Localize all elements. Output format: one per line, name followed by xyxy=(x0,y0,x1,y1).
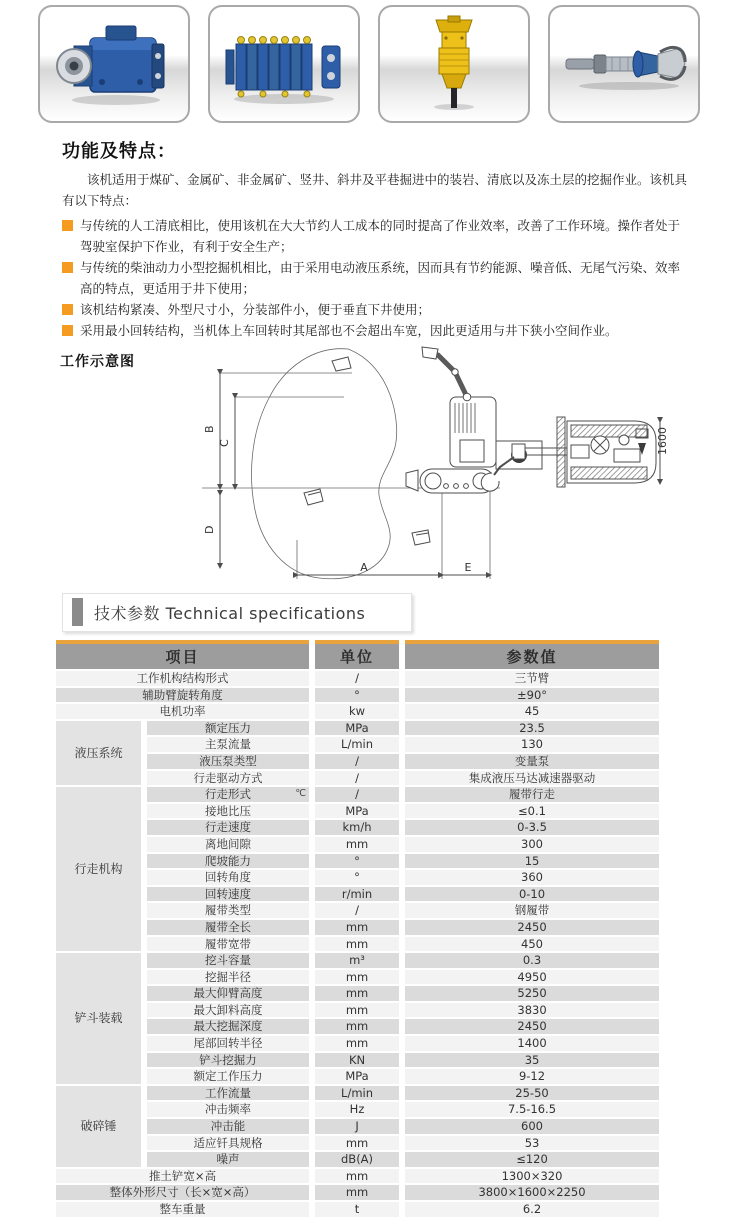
spec-value-cell: 变量泵 xyxy=(405,754,659,769)
spec-value-cell: 15 xyxy=(405,854,659,869)
spec-unit-cell: L/min xyxy=(315,737,399,752)
spec-unit-cell: mm xyxy=(315,1136,399,1151)
spec-value-cell: 三节臂 xyxy=(405,671,659,686)
spec-item-text: 履带宽带 xyxy=(205,936,251,951)
spec-header-row xyxy=(56,640,659,669)
hydraulic-pump-icon xyxy=(44,14,184,114)
spec-row xyxy=(56,937,659,952)
spec-row xyxy=(56,970,659,985)
spec-unit-cell: L/min xyxy=(315,1086,399,1101)
features-section xyxy=(0,137,738,341)
spec-row xyxy=(56,787,659,802)
spec-item-cell xyxy=(147,920,309,935)
spec-item-cell xyxy=(147,1086,309,1101)
product-image-multiway-valve xyxy=(208,5,360,123)
spec-unit-cell: / xyxy=(315,754,399,769)
spec-row xyxy=(56,1053,659,1068)
working-diagram-section xyxy=(0,345,738,589)
dim-label-A: A xyxy=(360,561,368,574)
spec-group-label: 行走机构 xyxy=(56,787,141,951)
spec-item-text: 挖掘半径 xyxy=(205,969,251,984)
spec-row xyxy=(56,870,659,885)
spec-item-text: 最大仰臂高度 xyxy=(193,986,263,1001)
spec-value-cell: 履带行走 xyxy=(405,787,659,802)
spec-row xyxy=(56,887,659,902)
spec-item-text: 额定压力 xyxy=(205,720,251,735)
spec-item-cell xyxy=(147,787,309,802)
spec-item-cell xyxy=(147,1003,309,1018)
spec-item-cell xyxy=(147,986,309,1001)
spec-value-cell: 0-3.5 xyxy=(405,820,659,835)
spec-item-cell xyxy=(147,903,309,918)
spec-item-text: 液压泵类型 xyxy=(199,753,257,768)
spec-item-cell xyxy=(147,854,309,869)
spec-row xyxy=(56,1169,659,1184)
spec-unit-cell: / xyxy=(315,771,399,786)
spec-item-cell xyxy=(56,1202,309,1217)
spec-item-text: 最大挖掘深度 xyxy=(193,1019,263,1034)
feature-bullet xyxy=(62,320,690,341)
spec-value-cell: 3800×1600×2250 xyxy=(405,1185,659,1200)
spec-section-header xyxy=(62,593,412,632)
spec-item-cell xyxy=(147,820,309,835)
spec-value-cell: 1400 xyxy=(405,1036,659,1051)
spec-item-cell xyxy=(147,1069,309,1084)
spec-value-cell: 3830 xyxy=(405,1003,659,1018)
spec-value-cell: 2450 xyxy=(405,920,659,935)
spec-item-text: 最大卸料高度 xyxy=(193,1002,263,1017)
spec-unit-cell: Hz xyxy=(315,1102,399,1117)
spec-item-cell xyxy=(147,887,309,902)
spec-unit-cell: mm xyxy=(315,837,399,852)
spec-item-text: 额定工作压力 xyxy=(193,1069,263,1084)
spec-item-text: 辅助臂旋转角度 xyxy=(142,687,223,702)
spec-item-cell xyxy=(147,937,309,952)
spec-item-text: 整车重量 xyxy=(159,1202,206,1216)
spec-item-cell xyxy=(56,671,309,686)
spec-unit-cell: mm xyxy=(315,1036,399,1051)
spec-item-cell xyxy=(56,688,309,703)
spec-group-label: 铲斗装载 xyxy=(56,953,141,1084)
spec-value-cell: 4950 xyxy=(405,970,659,985)
features-intro: 该机适用于煤矿、金属矿、非金属矿、竖井、斜井及平巷掘进中的装岩、清底以及冻土层的挖掘作业。该机具有以下特点： xyxy=(62,172,688,208)
spec-item-text: 主泵流量 xyxy=(205,737,251,752)
feature-bullet xyxy=(62,215,690,257)
dim-label-C: C xyxy=(218,439,231,447)
grab-splitter-icon xyxy=(554,14,694,114)
spec-row xyxy=(56,771,659,786)
spec-item-text: 尾部回转半径 xyxy=(193,1036,263,1051)
spec-value-cell: 600 xyxy=(405,1119,659,1134)
spec-item-suffix: ℃ xyxy=(295,788,307,800)
product-image-grab-splitter xyxy=(548,5,700,123)
spec-row xyxy=(56,1152,659,1167)
spec-item-text: 冲击频率 xyxy=(205,1102,251,1117)
spec-value-cell: 360 xyxy=(405,870,659,885)
spec-unit-cell: / xyxy=(315,671,399,686)
spec-value-cell: 6.2 xyxy=(405,1202,659,1217)
spec-row xyxy=(56,837,659,852)
spec-item-text: 离地间隙 xyxy=(205,836,251,851)
spec-group-label: 破碎锤 xyxy=(56,1086,141,1167)
spec-item-text: 铲斗挖掘力 xyxy=(199,1052,257,1067)
feature-bullet-text: 与传统的人工清底相比，使用该机在大大节约人工成本的同时提高了作业效率，改善了工作环境。操作者处于驾驶室保护下作业，有利于安全生产； xyxy=(80,218,681,254)
spec-value-cell: 5250 xyxy=(405,986,659,1001)
spec-unit-cell: dB(A) xyxy=(315,1152,399,1167)
spec-unit-cell: m³ xyxy=(315,953,399,968)
spec-value-cell: 450 xyxy=(405,937,659,952)
spec-row xyxy=(56,920,659,935)
spec-unit-cell: km/h xyxy=(315,820,399,835)
spec-col-item: 项目 xyxy=(56,640,309,669)
feature-bullet-text: 该机结构紧凑、外型尺寸小，分装部件小，便于垂直下井使用； xyxy=(80,302,431,317)
spec-item-text: 行走速度 xyxy=(205,820,251,835)
spec-row xyxy=(56,737,659,752)
spec-item-cell xyxy=(147,953,309,968)
spec-item-cell xyxy=(147,804,309,819)
product-images-row xyxy=(0,0,738,123)
spec-row xyxy=(56,1119,659,1134)
bullet-square-icon xyxy=(62,262,73,273)
dim-label-D: D xyxy=(203,525,216,534)
spec-item-text: 回转速度 xyxy=(205,886,251,901)
spec-unit-cell: mm xyxy=(315,1019,399,1034)
feature-bullet xyxy=(62,299,690,320)
spec-row xyxy=(56,804,659,819)
spec-value-cell: 集成液压马达减速器驱动 xyxy=(405,771,659,786)
spec-unit-cell: kw xyxy=(315,704,399,719)
spec-item-text: 整体外形尺寸（长×宽×高） xyxy=(109,1185,256,1200)
spec-unit-cell: MPa xyxy=(315,1069,399,1084)
spec-item-cell xyxy=(147,737,309,752)
dim-label-B: B xyxy=(203,425,216,433)
spec-item-cell xyxy=(147,771,309,786)
spec-item-text: 行走驱动方式 xyxy=(193,770,263,785)
multiway-valve-icon xyxy=(214,14,354,114)
product-image-hydraulic-breaker xyxy=(378,5,530,123)
spec-item-text: 回转角度 xyxy=(205,870,251,885)
spec-unit-cell: r/min xyxy=(315,887,399,902)
spec-value-cell: 35 xyxy=(405,1053,659,1068)
spec-item-text: 工作流量 xyxy=(205,1085,251,1100)
spec-item-text: 噪声 xyxy=(216,1152,240,1167)
spec-value-cell: 23.5 xyxy=(405,721,659,736)
spec-value-cell: ≤0.1 xyxy=(405,804,659,819)
spec-table xyxy=(50,638,665,1219)
spec-unit-cell: ° xyxy=(315,688,399,703)
working-diagram-title: 工作示意图 xyxy=(60,354,135,370)
spec-row xyxy=(56,986,659,1001)
product-image-hydraulic-pump xyxy=(38,5,190,123)
spec-value-cell: ≤120 xyxy=(405,1152,659,1167)
gray-bar-icon xyxy=(72,598,83,626)
spec-unit-cell: MPa xyxy=(315,721,399,736)
hydraulic-breaker-icon xyxy=(384,14,524,114)
bullet-square-icon xyxy=(62,220,73,231)
spec-item-text: 挖斗容量 xyxy=(205,953,251,968)
feature-bullet xyxy=(62,257,690,299)
spec-row xyxy=(56,754,659,769)
spec-value-cell: 25-50 xyxy=(405,1086,659,1101)
spec-value-cell: 130 xyxy=(405,737,659,752)
spec-value-cell: 2450 xyxy=(405,1019,659,1034)
features-heading: 功能及特点： xyxy=(62,141,176,162)
spec-item-cell xyxy=(147,1136,309,1151)
spec-row xyxy=(56,1136,659,1151)
spec-value-cell: 300 xyxy=(405,837,659,852)
feature-bullet-text: 采用最小回转结构，当机体上车回转时其尾部也不会超出车宽，因此更适用与井下狭小空间作业。 xyxy=(80,323,618,338)
spec-item-cell xyxy=(147,721,309,736)
spec-row xyxy=(56,1019,659,1034)
spec-row xyxy=(56,1185,659,1200)
spec-item-cell xyxy=(56,1185,309,1200)
spec-item-cell xyxy=(147,1053,309,1068)
feature-bullets xyxy=(62,215,690,341)
spec-section-title: 技术参数 Technical specifications xyxy=(94,603,366,623)
spec-value-cell: 53 xyxy=(405,1136,659,1151)
spec-row xyxy=(56,1036,659,1051)
spec-item-text: 适应钎具规格 xyxy=(193,1135,263,1150)
dim-label-1600: 1600 xyxy=(656,427,669,455)
spec-unit-cell: ° xyxy=(315,870,399,885)
spec-unit-cell: / xyxy=(315,903,399,918)
spec-row xyxy=(56,688,659,703)
spec-value-cell: 9-12 xyxy=(405,1069,659,1084)
spec-value-cell: 0-10 xyxy=(405,887,659,902)
spec-col-value: 参数值 xyxy=(405,640,659,669)
spec-row xyxy=(56,1069,659,1084)
spec-unit-cell: mm xyxy=(315,986,399,1001)
spec-unit-cell: t xyxy=(315,1202,399,1217)
spec-group-label: 液压系统 xyxy=(56,721,141,785)
spec-row xyxy=(56,1086,659,1101)
spec-value-cell: 0.3 xyxy=(405,953,659,968)
spec-row xyxy=(56,953,659,968)
spec-item-cell xyxy=(147,1019,309,1034)
spec-value-cell: 45 xyxy=(405,704,659,719)
spec-value-cell: 钢履带 xyxy=(405,903,659,918)
spec-table-body xyxy=(56,671,659,1217)
spec-unit-cell: mm xyxy=(315,1185,399,1200)
spec-unit-cell: KN xyxy=(315,1053,399,1068)
dim-label-E: E xyxy=(464,561,472,574)
spec-row xyxy=(56,903,659,918)
spec-unit-cell: mm xyxy=(315,970,399,985)
spec-item-text: 工作机构结构形式 xyxy=(136,671,229,685)
spec-row xyxy=(56,1202,659,1217)
spec-item-cell xyxy=(147,970,309,985)
spec-row xyxy=(56,820,659,835)
spec-row xyxy=(56,671,659,686)
spec-value-cell: ±90° xyxy=(405,688,659,703)
spec-unit-cell: J xyxy=(315,1119,399,1134)
spec-unit-cell: MPa xyxy=(315,804,399,819)
spec-row xyxy=(56,1003,659,1018)
spec-item-text: 推土铲宽×高 xyxy=(148,1168,217,1183)
spec-unit-cell: mm xyxy=(315,1003,399,1018)
spec-unit-cell: / xyxy=(315,787,399,802)
spec-item-cell xyxy=(147,1036,309,1051)
bullet-square-icon xyxy=(62,325,73,336)
spec-unit-cell: mm xyxy=(315,1169,399,1184)
spec-item-cell xyxy=(147,837,309,852)
spec-item-text: 行走形式 xyxy=(205,787,251,802)
spec-value-cell: 1300×320 xyxy=(405,1169,659,1184)
spec-item-cell xyxy=(147,1119,309,1134)
spec-row xyxy=(56,1102,659,1117)
spec-item-cell xyxy=(56,704,309,719)
working-range-diagram xyxy=(52,345,692,589)
spec-col-unit: 单位 xyxy=(315,640,399,669)
spec-item-cell xyxy=(147,870,309,885)
spec-unit-cell: ° xyxy=(315,854,399,869)
spec-row xyxy=(56,721,659,736)
spec-row xyxy=(56,854,659,869)
bullet-square-icon xyxy=(62,304,73,315)
spec-item-cell xyxy=(147,1102,309,1117)
spec-item-text: 爬坡能力 xyxy=(205,853,251,868)
spec-unit-cell: mm xyxy=(315,937,399,952)
spec-unit-cell: mm xyxy=(315,920,399,935)
spec-item-cell xyxy=(147,754,309,769)
spec-item-cell xyxy=(56,1169,309,1184)
spec-value-cell: 7.5-16.5 xyxy=(405,1102,659,1117)
spec-item-text: 冲击能 xyxy=(210,1119,246,1134)
spec-item-cell xyxy=(147,1152,309,1167)
feature-bullet-text: 与传统的柴油动力小型挖掘机相比，由于采用电动液压系统，因而具有节约能源、噪音低、无尾气污染、效率高的特点，更适用于井下使用； xyxy=(80,260,681,296)
spec-item-text: 履带类型 xyxy=(205,903,251,918)
spec-row xyxy=(56,704,659,719)
spec-item-text: 电机功率 xyxy=(159,704,206,719)
spec-item-text: 履带全长 xyxy=(205,919,251,934)
spec-item-text: 接地比压 xyxy=(205,803,251,818)
